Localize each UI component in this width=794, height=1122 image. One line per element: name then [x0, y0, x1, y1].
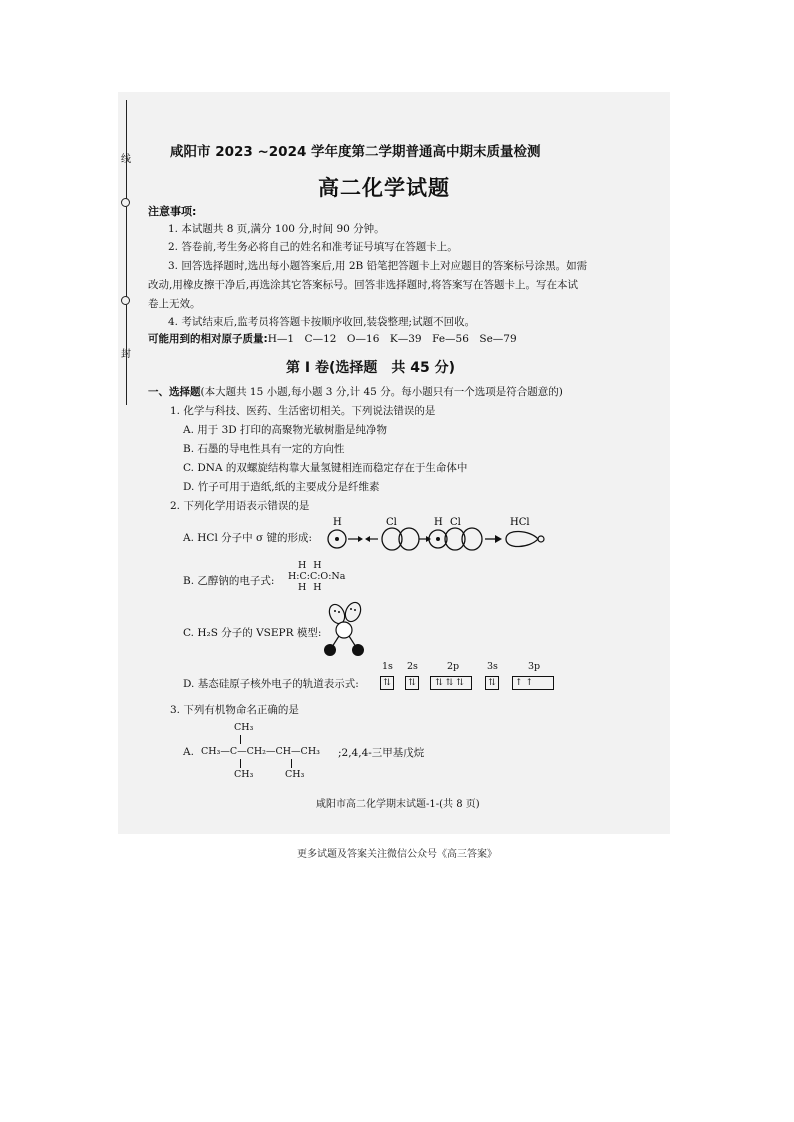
- label-hcl: HCl: [510, 517, 530, 528]
- q2-option-d: D. 基态硅原子核外电子的轨道表示式:: [183, 678, 359, 690]
- orbital-label-2p: 2p: [447, 661, 460, 672]
- notice-item: 1. 本试题共 8 页,满分 100 分,时间 90 分钟。: [168, 223, 385, 235]
- arrow-head: [365, 536, 370, 542]
- q1-option-b: B. 石墨的导电性具有一定的方向性: [183, 443, 345, 455]
- binding-char-mid: 封: [121, 349, 131, 360]
- binding-line-mid: [126, 207, 127, 297]
- q1-option-a: A. 用于 3D 打印的高聚物光敏树脂是纯净物: [183, 424, 388, 436]
- binding-dot: [121, 198, 130, 207]
- notice-item: 卷上无效。: [148, 298, 201, 310]
- notice-item: 改动,用橡皮擦干净后,再选涂其它答案标号。回答非选择题时,将答案写在答题卡上。写在本试: [148, 279, 579, 291]
- q3-structure-main: CH₃—C—CH₂—CH—CH₃: [201, 746, 320, 757]
- lone-pair-lobe: [342, 600, 363, 624]
- h2s-vsepr-model: [322, 600, 372, 662]
- arrow-head: [495, 535, 502, 543]
- q3-stem: 3. 下列有机物命名正确的是: [170, 704, 299, 716]
- q2-option-a: A. HCl 分子中 σ 键的形成:: [183, 532, 313, 544]
- binding-dot: [121, 296, 130, 305]
- arrow-head: [358, 536, 363, 542]
- notice-item: 2. 答卷前,考生务必将自己的姓名和准考证号填写在答题卡上。: [168, 241, 458, 253]
- orbital-box-3s: ⇅: [485, 676, 499, 690]
- orbital-box-1s: ⇅: [380, 676, 394, 690]
- atomic-mass-values: H—1 C—12 O—16 K—39 Fe—56 Se—79: [267, 333, 517, 345]
- orbital-box-3p: ↑↑: [512, 676, 554, 690]
- footer-note: 更多试题及答案关注微信公众号《高三答案》: [297, 849, 497, 860]
- page-footer: 咸阳市高二化学期末试题-1-(共 8 页): [316, 799, 480, 810]
- q3-structure-bottom1: CH₃: [234, 769, 254, 780]
- exam-title: 咸阳市 2023 ~2024 学年度第二学期普通高中期末质量检测: [170, 144, 541, 160]
- q3-structure-bottom2: CH₃: [285, 769, 305, 780]
- s-atom: [336, 622, 352, 638]
- label-h2: H: [434, 517, 443, 528]
- q3-option-a-name: ;2,4,4-三甲基戊烷: [338, 747, 425, 759]
- formula-main: H:C:C:O:Na: [288, 571, 346, 582]
- orbital-label-3s: 3s: [487, 661, 498, 672]
- label-cl1: Cl: [386, 517, 397, 528]
- part-description: (本大题共 15 小题,每小题 3 分,计 45 分。每小题只有一个选项是符合题意的): [200, 386, 563, 398]
- sodium-ethoxide-electron-formula: [288, 560, 345, 593]
- notice-item: 3. 回答选择题时,选出每小题答案后,用 2B 铅笔把答题卡上对应题目的答案标号涂黑。如需: [168, 260, 588, 272]
- q1-stem: 1. 化学与科技、医药、生活密切相关。下列说法错误的是: [170, 405, 436, 417]
- orbital-box-2s: ⇅: [405, 676, 419, 690]
- hcl-sigma-orbital: [506, 531, 538, 546]
- q1-option-c: C. DNA 的双螺旋结构靠大量氢键相连而稳定存在于生命体中: [183, 462, 468, 474]
- q3-structure-vbond: [240, 759, 241, 768]
- formula-bottom-h: H H: [298, 582, 324, 593]
- part-heading: 一、选择题: [148, 386, 201, 398]
- h-atom: [324, 644, 336, 656]
- label-cl2: Cl: [450, 517, 461, 528]
- orbital-label-1s: 1s: [382, 661, 393, 672]
- q3-structure-top: CH₃: [234, 722, 254, 733]
- h-atom: [352, 644, 364, 656]
- formula-top-h: H H: [298, 560, 324, 571]
- binding-char-top: 线: [121, 154, 131, 165]
- part-heading-line: [148, 384, 563, 399]
- notice-heading: 注意事项:: [148, 205, 197, 218]
- orbital-label-3p: 3p: [528, 661, 541, 672]
- q3-option-a-prefix: A.: [183, 746, 194, 758]
- hcl-small-lobe: [538, 536, 544, 542]
- hcl-sigma-bond-diagram: [322, 514, 552, 556]
- notice-item: 4. 考试结束后,监考员将答题卡按顺序收回,装袋整理;试题不回收。: [168, 316, 476, 328]
- orbital-label-2s: 2s: [407, 661, 418, 672]
- q2-option-b: B. 乙醇钠的电子式:: [183, 575, 275, 587]
- q3-structure-vbond: [240, 735, 241, 744]
- h-electron: [436, 537, 440, 541]
- atomic-mass-label: 可能用到的相对原子质量:: [148, 333, 268, 345]
- h-electron: [335, 537, 339, 541]
- q2-stem: 2. 下列化学用语表示错误的是: [170, 500, 310, 512]
- atomic-mass-line: [148, 331, 517, 346]
- orbital-box-2p: ⇅⇅⇅: [430, 676, 472, 690]
- label-h1: H: [333, 517, 342, 528]
- q2-option-c: C. H₂S 分子的 VSEPR 模型:: [183, 627, 322, 639]
- exam-subtitle: 高二化学试题: [318, 176, 450, 200]
- q3-structure-vbond: [291, 759, 292, 768]
- q1-option-d: D. 竹子可用于造纸,纸的主要成分是纤维素: [183, 481, 380, 493]
- section-title: 第 Ⅰ 卷(选择题 共 45 分): [286, 360, 455, 376]
